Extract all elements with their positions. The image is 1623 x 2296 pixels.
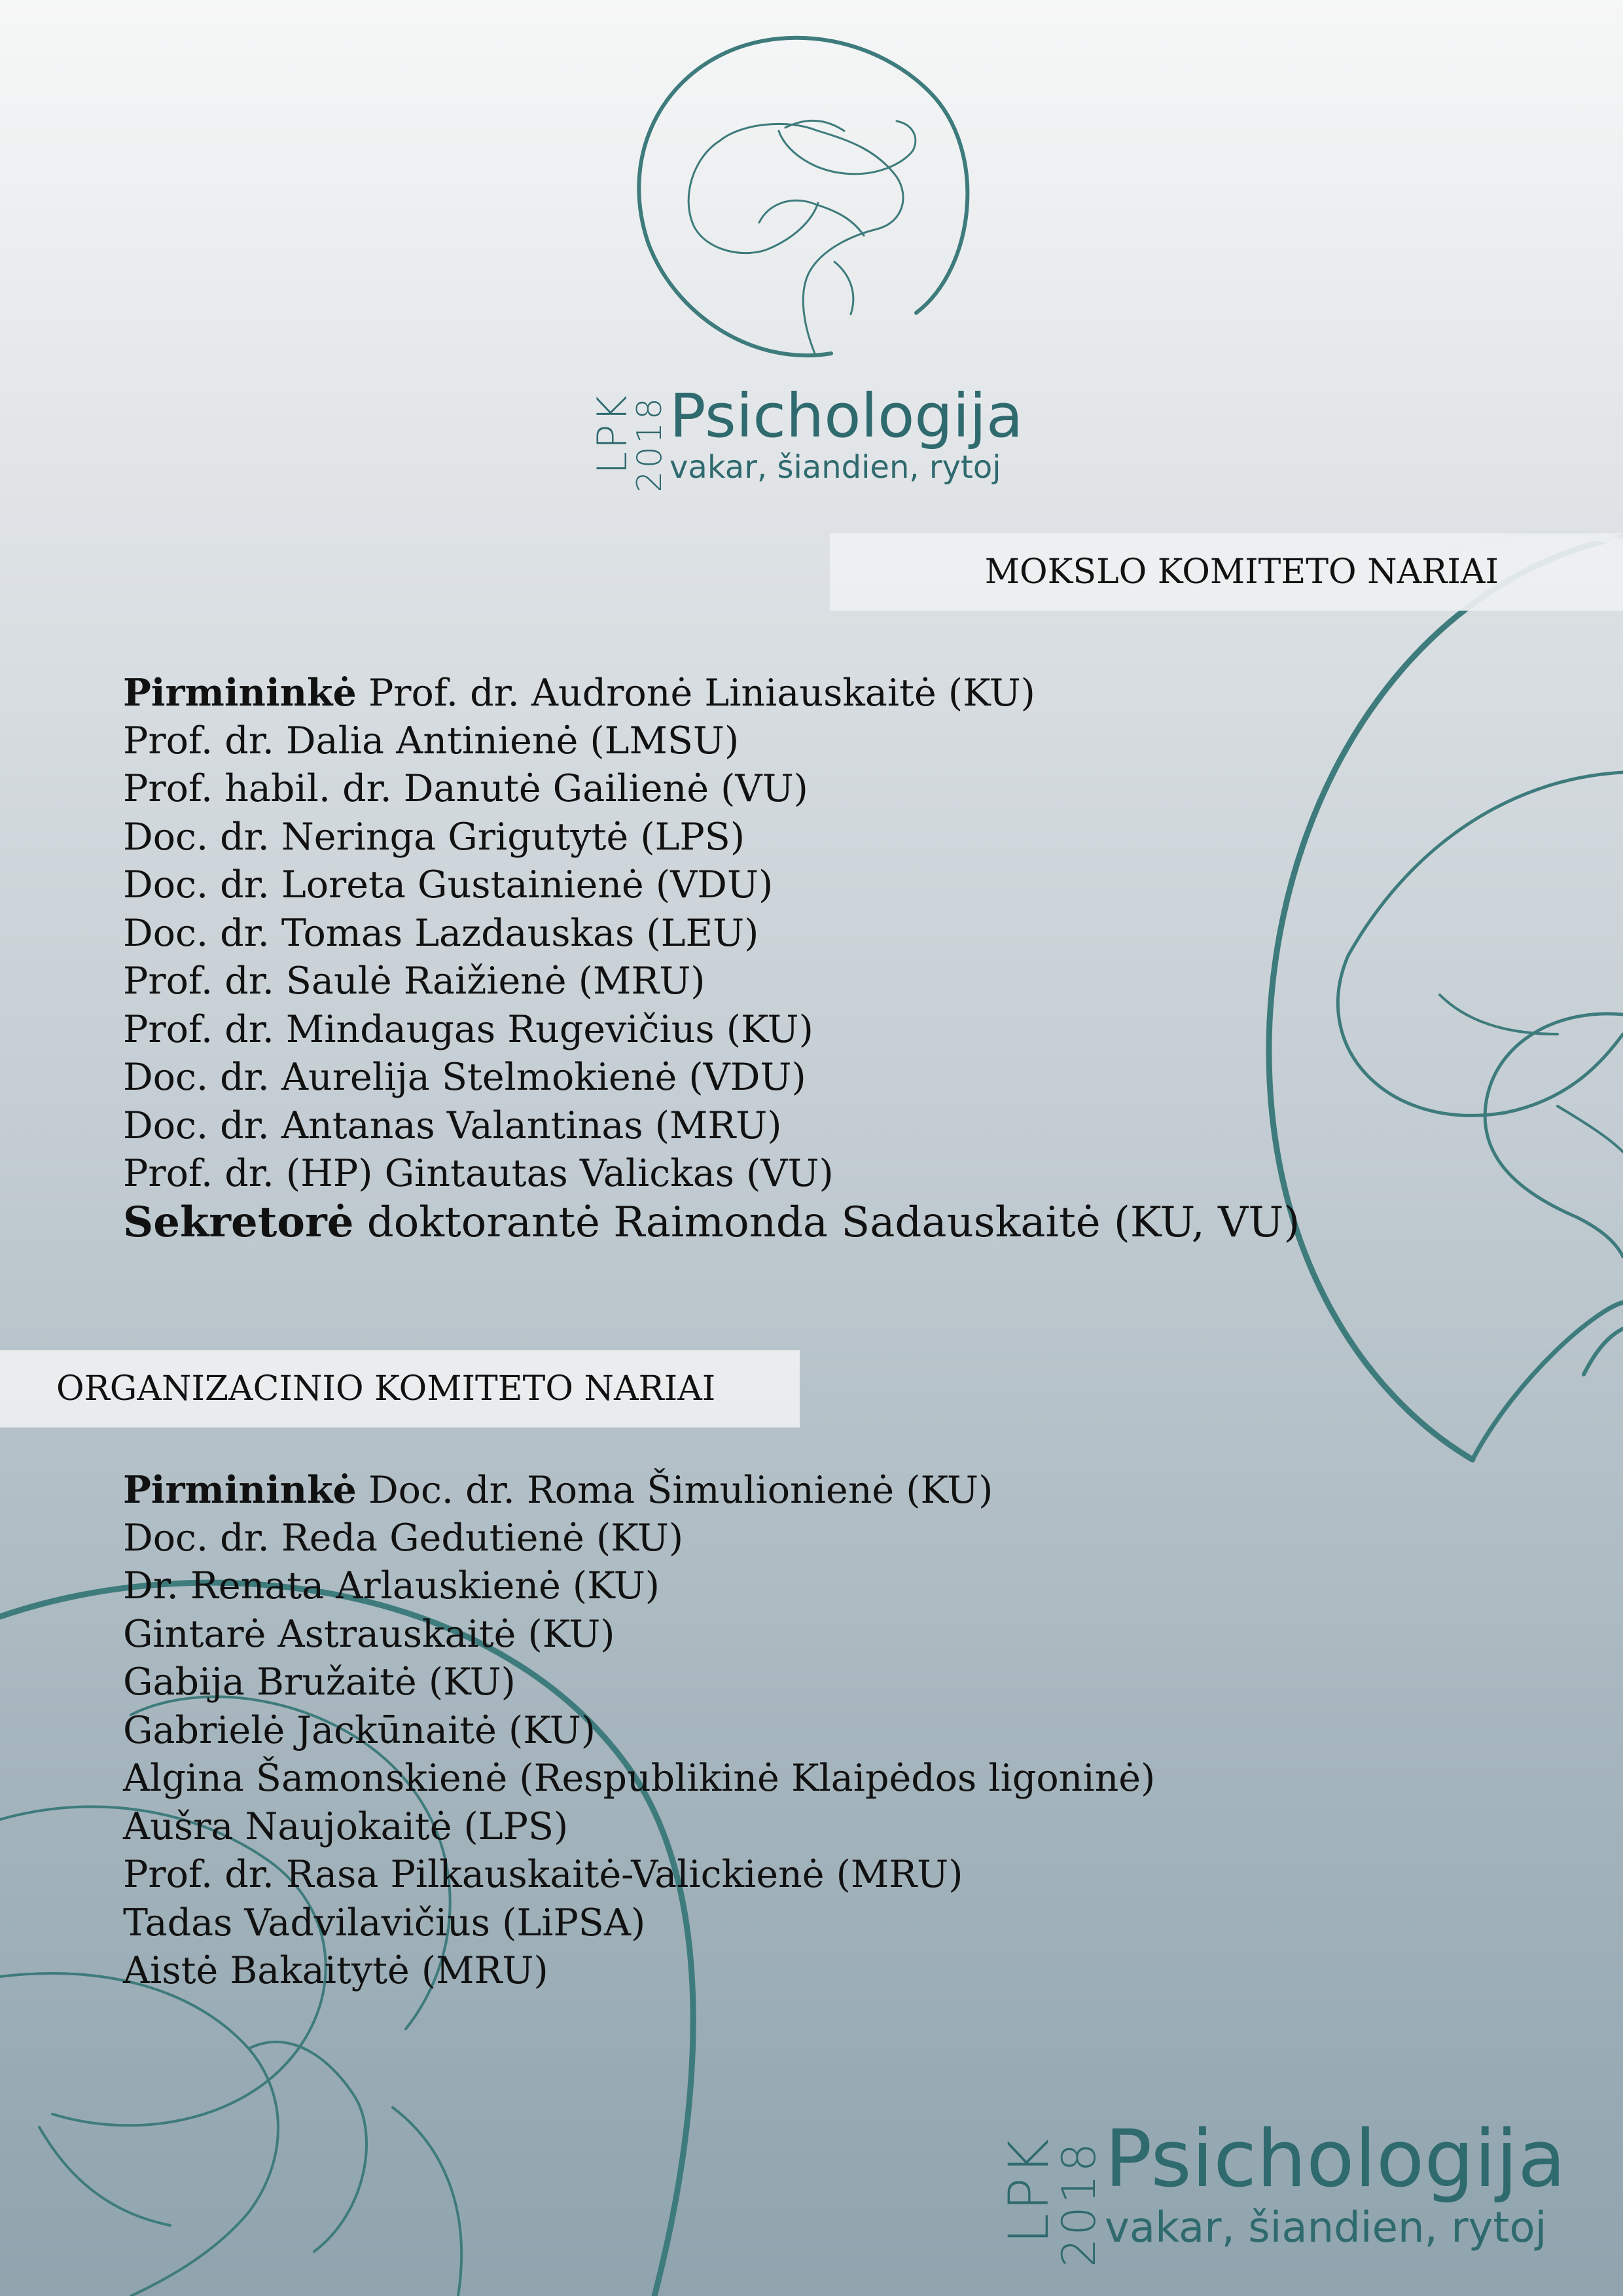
scientific-committee-list	[123, 669, 1300, 1246]
logo-year: 2018	[1052, 2140, 1106, 2268]
list-item: Dr. Renata Arlauskienė (KU)	[123, 1564, 660, 1607]
logo-subtitle: vakar, šiandien, rytoj	[669, 449, 1001, 486]
logo-title: Psichologija	[1105, 2114, 1566, 2205]
scientific-committee-heading-band	[830, 533, 1623, 611]
list-item: Doc. dr. Aurelija Stelmokienė (VDU)	[123, 1056, 806, 1099]
list-item: Prof. dr. Dalia Antinienė (LMSU)	[123, 719, 740, 762]
list-item: Algina Šamonskienė (Respublikinė Klaipėdos ligoninė)	[123, 1757, 1156, 1800]
list-item: Prof. dr. Saulė Raižienė (MRU)	[123, 960, 705, 1003]
list-item: Aistė Bakaitytė (MRU)	[123, 1949, 548, 1992]
list-item	[123, 1198, 1300, 1247]
list-item: Prof. dr. Mindaugas Rugevičius (KU)	[123, 1007, 813, 1051]
list-item: Doc. dr. Antanas Valantinas (MRU)	[123, 1103, 782, 1147]
list-item	[123, 1466, 1155, 1515]
logo-subtitle: vakar, šiandien, rytoj	[1105, 2204, 1547, 2252]
list-item: Gabija Bružaitė (KU)	[123, 1660, 516, 1704]
scientific-committee-heading: MOKSLO KOMITETO NARIAI	[984, 552, 1499, 592]
chair-name: Prof. dr. Audronė Liniauskaitė (KU)	[368, 672, 1035, 715]
chair-role: Pirmininkė	[123, 671, 357, 715]
organizing-committee-heading-band	[0, 1350, 800, 1427]
organizing-committee-heading: ORGANIZACINIO KOMITETO NARIAI	[56, 1369, 716, 1408]
logo-lpk: LPK	[588, 393, 636, 475]
list-item: Doc. dr. Neringa Grigutytė (LPS)	[123, 815, 745, 859]
list-item: Doc. dr. Tomas Lazdauskas (LEU)	[123, 911, 759, 955]
list-item: Prof. habil. dr. Danutė Gailienė (VU)	[123, 767, 808, 810]
chair-role: Pirmininkė	[123, 1468, 357, 1512]
list-item: Gintarė Astrauskaitė (KU)	[123, 1612, 615, 1656]
logo-lpk: LPK	[997, 2136, 1061, 2244]
logo-year: 2018	[630, 395, 669, 493]
list-item: Doc. dr. Loreta Gustainienė (VDU)	[123, 863, 774, 906]
list-item: Gabrielė Jackūnaitė (KU)	[123, 1708, 596, 1752]
logo-title: Psichologija	[669, 381, 1024, 451]
list-item	[123, 669, 1300, 717]
secretary-role: Sekretorė	[123, 1197, 354, 1247]
list-item: Doc. dr. Reda Gedutienė (KU)	[123, 1516, 684, 1560]
list-item: Tadas Vadvilavičius (LiPSA)	[123, 1901, 646, 1945]
list-item: Aušra Naujokaitė (LPS)	[123, 1804, 569, 1848]
list-item: Prof. dr. (HP) Gintautas Valickas (VU)	[123, 1152, 834, 1195]
organizing-committee-list	[123, 1466, 1155, 1996]
chair-name: Doc. dr. Roma Šimulionienė (KU)	[368, 1469, 993, 1512]
list-item: Prof. dr. Rasa Pilkauskaitė-Valickienė (MRU)	[123, 1853, 963, 1896]
secretary-name: doktorantė Raimonda Sadauskaitė (KU, VU)	[366, 1198, 1300, 1247]
